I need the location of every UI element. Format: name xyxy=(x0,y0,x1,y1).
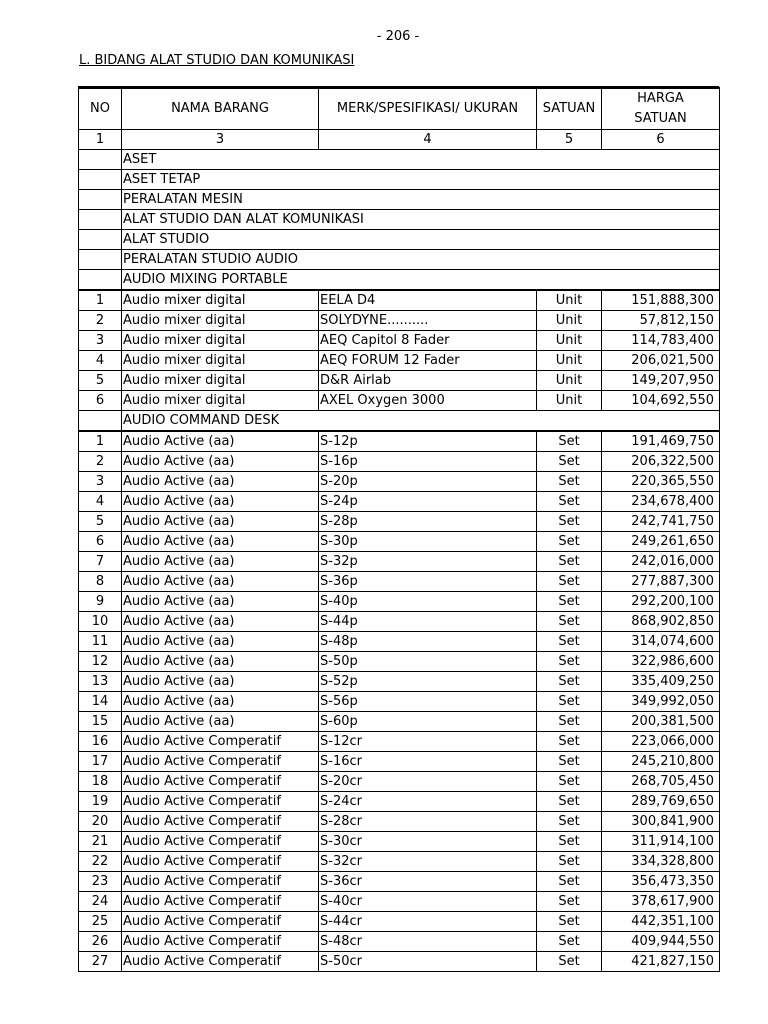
item-unit: Unit xyxy=(537,290,602,311)
item-spec: S-52p xyxy=(319,672,537,692)
column-number-row xyxy=(79,130,720,150)
item-price: 57,812,150 xyxy=(602,311,720,331)
table-row xyxy=(79,431,720,452)
item-spec: S-12p xyxy=(319,431,537,452)
item-name: Audio mixer digital xyxy=(122,351,319,371)
item-no: 16 xyxy=(79,732,122,752)
item-no: 2 xyxy=(79,452,122,472)
item-spec: AXEL Oxygen 3000 xyxy=(319,391,537,411)
item-name: Audio mixer digital xyxy=(122,391,319,411)
item-name: Audio Active (aa) xyxy=(122,692,319,712)
item-name: Audio Active (aa) xyxy=(122,452,319,472)
table-row xyxy=(79,351,720,371)
table-row xyxy=(79,331,720,351)
item-spec: S-44p xyxy=(319,612,537,632)
category-no-cell xyxy=(79,270,122,291)
item-name: Audio Active (aa) xyxy=(122,592,319,612)
item-spec: S-28p xyxy=(319,512,537,532)
item-name: Audio Active (aa) xyxy=(122,652,319,672)
table-row xyxy=(79,290,720,311)
item-price: 335,409,250 xyxy=(602,672,720,692)
item-spec: EELA D4 xyxy=(319,290,537,311)
table-row xyxy=(79,512,720,532)
item-spec: S-20cr xyxy=(319,772,537,792)
column-number: 4 xyxy=(319,130,537,150)
category-row xyxy=(79,270,720,291)
item-name: Audio Active Comperatif xyxy=(122,752,319,772)
item-price: 868,902,850 xyxy=(602,612,720,632)
item-price: 149,207,950 xyxy=(602,371,720,391)
category-label: ALAT STUDIO xyxy=(122,230,720,250)
category-no-cell xyxy=(79,190,122,210)
item-name: Audio Active (aa) xyxy=(122,492,319,512)
price-table xyxy=(78,87,720,972)
item-name: Audio Active (aa) xyxy=(122,572,319,592)
item-spec: S-40p xyxy=(319,592,537,612)
category-row xyxy=(79,411,720,432)
table-row xyxy=(79,311,720,331)
item-price: 114,783,400 xyxy=(602,331,720,351)
item-name: Audio Active (aa) xyxy=(122,632,319,652)
table-row xyxy=(79,812,720,832)
item-price: 151,888,300 xyxy=(602,290,720,311)
price-table-wrapper xyxy=(78,86,719,972)
item-no: 3 xyxy=(79,331,122,351)
item-spec: S-28cr xyxy=(319,812,537,832)
item-price: 300,841,900 xyxy=(602,812,720,832)
item-unit: Set xyxy=(537,732,602,752)
table-row xyxy=(79,652,720,672)
item-spec: S-36cr xyxy=(319,872,537,892)
category-row xyxy=(79,210,720,230)
item-name: Audio Active Comperatif xyxy=(122,952,319,972)
item-unit: Set xyxy=(537,572,602,592)
category-no-cell xyxy=(79,411,122,432)
item-price: 242,741,750 xyxy=(602,512,720,532)
category-row xyxy=(79,190,720,210)
item-spec: S-50p xyxy=(319,652,537,672)
item-no: 6 xyxy=(79,532,122,552)
item-name: Audio mixer digital xyxy=(122,290,319,311)
header-satuan: SATUAN xyxy=(537,88,602,130)
column-number: 1 xyxy=(79,130,122,150)
item-no: 22 xyxy=(79,852,122,872)
category-label: PERALATAN MESIN xyxy=(122,190,720,210)
table-row xyxy=(79,452,720,472)
item-no: 5 xyxy=(79,512,122,532)
item-no: 15 xyxy=(79,712,122,732)
item-spec: S-36p xyxy=(319,572,537,592)
table-row xyxy=(79,752,720,772)
table-row xyxy=(79,792,720,812)
item-no: 6 xyxy=(79,391,122,411)
category-label: PERALATAN STUDIO AUDIO xyxy=(122,250,720,270)
item-name: Audio Active Comperatif xyxy=(122,812,319,832)
item-unit: Set xyxy=(537,932,602,952)
item-no: 23 xyxy=(79,872,122,892)
item-unit: Set xyxy=(537,492,602,512)
table-row xyxy=(79,832,720,852)
item-no: 13 xyxy=(79,672,122,692)
item-price: 242,016,000 xyxy=(602,552,720,572)
item-unit: Set xyxy=(537,852,602,872)
table-row xyxy=(79,692,720,712)
item-name: Audio Active Comperatif xyxy=(122,932,319,952)
item-price: 356,473,350 xyxy=(602,872,720,892)
item-price: 378,617,900 xyxy=(602,892,720,912)
item-spec: S-24cr xyxy=(319,792,537,812)
table-row xyxy=(79,852,720,872)
item-price: 277,887,300 xyxy=(602,572,720,592)
item-unit: Unit xyxy=(537,391,602,411)
item-spec: S-16cr xyxy=(319,752,537,772)
item-name: Audio mixer digital xyxy=(122,331,319,351)
header-merk: MERK/SPESIFIKASI/ UKURAN xyxy=(319,88,537,130)
column-number: 6 xyxy=(602,130,720,150)
table-row xyxy=(79,932,720,952)
item-unit: Set xyxy=(537,752,602,772)
item-price: 206,322,500 xyxy=(602,452,720,472)
category-row xyxy=(79,150,720,170)
item-spec: S-50cr xyxy=(319,952,537,972)
item-spec: S-20p xyxy=(319,472,537,492)
category-label: ASET xyxy=(122,150,720,170)
item-price: 322,986,600 xyxy=(602,652,720,672)
item-spec: S-16p xyxy=(319,452,537,472)
item-unit: Set xyxy=(537,472,602,492)
item-spec: S-40cr xyxy=(319,892,537,912)
item-spec: AEQ Capitol 8 Fader xyxy=(319,331,537,351)
item-price: 200,381,500 xyxy=(602,712,720,732)
item-price: 311,914,100 xyxy=(602,832,720,852)
table-row xyxy=(79,532,720,552)
item-unit: Set xyxy=(537,772,602,792)
table-row xyxy=(79,612,720,632)
item-spec: S-48cr xyxy=(319,932,537,952)
item-name: Audio Active Comperatif xyxy=(122,792,319,812)
item-price: 245,210,800 xyxy=(602,752,720,772)
item-no: 4 xyxy=(79,492,122,512)
table-row xyxy=(79,472,720,492)
category-label: AUDIO MIXING PORTABLE xyxy=(122,270,720,291)
section-title: L. BIDANG ALAT STUDIO DAN KOMUNIKASI xyxy=(79,53,355,68)
item-no: 21 xyxy=(79,832,122,852)
item-spec: S-32cr xyxy=(319,852,537,872)
item-no: 9 xyxy=(79,592,122,612)
category-no-cell xyxy=(79,210,122,230)
item-price: 223,066,000 xyxy=(602,732,720,752)
table-row xyxy=(79,872,720,892)
item-spec: S-44cr xyxy=(319,912,537,932)
item-no: 19 xyxy=(79,792,122,812)
item-name: Audio mixer digital xyxy=(122,371,319,391)
table-row xyxy=(79,371,720,391)
item-unit: Unit xyxy=(537,371,602,391)
category-label: ASET TETAP xyxy=(122,170,720,190)
item-price: 206,021,500 xyxy=(602,351,720,371)
item-unit: Unit xyxy=(537,351,602,371)
item-spec: S-24p xyxy=(319,492,537,512)
item-name: Audio Active (aa) xyxy=(122,712,319,732)
item-no: 14 xyxy=(79,692,122,712)
item-spec: SOLYDYNE.......... xyxy=(319,311,537,331)
item-unit: Set xyxy=(537,452,602,472)
item-no: 26 xyxy=(79,932,122,952)
item-name: Audio Active Comperatif xyxy=(122,912,319,932)
item-spec: AEQ FORUM 12 Fader xyxy=(319,351,537,371)
item-spec: S-32p xyxy=(319,552,537,572)
item-spec: S-30cr xyxy=(319,832,537,852)
item-name: Audio Active Comperatif xyxy=(122,892,319,912)
item-price: 349,992,050 xyxy=(602,692,720,712)
item-no: 4 xyxy=(79,351,122,371)
item-price: 409,944,550 xyxy=(602,932,720,952)
item-spec: D&R Airlab xyxy=(319,371,537,391)
item-no: 8 xyxy=(79,572,122,592)
item-unit: Set xyxy=(537,672,602,692)
item-unit: Set xyxy=(537,592,602,612)
item-no: 1 xyxy=(79,431,122,452)
item-no: 7 xyxy=(79,552,122,572)
table-row xyxy=(79,672,720,692)
item-unit: Set xyxy=(537,512,602,532)
table-row xyxy=(79,552,720,572)
item-price: 289,769,650 xyxy=(602,792,720,812)
item-no: 3 xyxy=(79,472,122,492)
item-unit: Set xyxy=(537,912,602,932)
item-no: 12 xyxy=(79,652,122,672)
item-no: 5 xyxy=(79,371,122,391)
header-no: NO xyxy=(79,88,122,130)
header-harga-satuan: HARGA SATUAN xyxy=(602,88,720,130)
column-number: 3 xyxy=(122,130,319,150)
header-nama-barang: NAMA BARANG xyxy=(122,88,319,130)
item-price: 334,328,800 xyxy=(602,852,720,872)
item-no: 18 xyxy=(79,772,122,792)
table-row xyxy=(79,712,720,732)
item-unit: Set xyxy=(537,532,602,552)
item-no: 10 xyxy=(79,612,122,632)
item-unit: Set xyxy=(537,712,602,732)
category-row xyxy=(79,170,720,190)
item-spec: S-56p xyxy=(319,692,537,712)
table-row xyxy=(79,492,720,512)
item-price: 220,365,550 xyxy=(602,472,720,492)
item-spec: S-30p xyxy=(319,532,537,552)
item-name: Audio Active Comperatif xyxy=(122,852,319,872)
category-label: ALAT STUDIO DAN ALAT KOMUNIKASI xyxy=(122,210,720,230)
item-unit: Set xyxy=(537,832,602,852)
category-label: AUDIO COMMAND DESK xyxy=(122,411,720,432)
item-name: Audio Active (aa) xyxy=(122,512,319,532)
table-row xyxy=(79,732,720,752)
item-no: 1 xyxy=(79,290,122,311)
item-unit: Set xyxy=(537,952,602,972)
item-name: Audio Active Comperatif xyxy=(122,832,319,852)
category-no-cell xyxy=(79,230,122,250)
item-unit: Set xyxy=(537,892,602,912)
item-no: 17 xyxy=(79,752,122,772)
item-name: Audio Active (aa) xyxy=(122,612,319,632)
item-unit: Unit xyxy=(537,331,602,351)
item-price: 249,261,650 xyxy=(602,532,720,552)
table-header xyxy=(79,88,720,130)
table-row xyxy=(79,772,720,792)
item-name: Audio Active (aa) xyxy=(122,431,319,452)
table-row xyxy=(79,912,720,932)
item-unit: Set xyxy=(537,612,602,632)
item-price: 292,200,100 xyxy=(602,592,720,612)
category-no-cell xyxy=(79,250,122,270)
item-unit: Set xyxy=(537,812,602,832)
item-unit: Set xyxy=(537,431,602,452)
item-no: 24 xyxy=(79,892,122,912)
item-unit: Unit xyxy=(537,311,602,331)
item-name: Audio mixer digital xyxy=(122,311,319,331)
item-price: 191,469,750 xyxy=(602,431,720,452)
item-spec: S-60p xyxy=(319,712,537,732)
item-unit: Set xyxy=(537,652,602,672)
item-unit: Set xyxy=(537,632,602,652)
item-no: 2 xyxy=(79,311,122,331)
table-row xyxy=(79,572,720,592)
page-number: - 206 - xyxy=(376,29,420,44)
item-name: Audio Active Comperatif xyxy=(122,872,319,892)
item-unit: Set xyxy=(537,872,602,892)
item-no: 11 xyxy=(79,632,122,652)
category-no-cell xyxy=(79,170,122,190)
item-no: 20 xyxy=(79,812,122,832)
header-row xyxy=(79,88,720,130)
item-price: 234,678,400 xyxy=(602,492,720,512)
column-number: 5 xyxy=(537,130,602,150)
item-unit: Set xyxy=(537,792,602,812)
item-name: Audio Active (aa) xyxy=(122,672,319,692)
item-spec: S-12cr xyxy=(319,732,537,752)
item-price: 268,705,450 xyxy=(602,772,720,792)
category-row xyxy=(79,250,720,270)
table-body xyxy=(79,130,720,972)
item-name: Audio Active Comperatif xyxy=(122,732,319,752)
item-price: 104,692,550 xyxy=(602,391,720,411)
table-row xyxy=(79,952,720,972)
item-no: 25 xyxy=(79,912,122,932)
item-name: Audio Active (aa) xyxy=(122,532,319,552)
table-row xyxy=(79,892,720,912)
item-unit: Set xyxy=(537,552,602,572)
item-no: 27 xyxy=(79,952,122,972)
table-row xyxy=(79,632,720,652)
item-name: Audio Active (aa) xyxy=(122,472,319,492)
item-name: Audio Active Comperatif xyxy=(122,772,319,792)
table-row xyxy=(79,391,720,411)
item-unit: Set xyxy=(537,692,602,712)
item-price: 314,074,600 xyxy=(602,632,720,652)
item-price: 442,351,100 xyxy=(602,912,720,932)
item-name: Audio Active (aa) xyxy=(122,552,319,572)
item-price: 421,827,150 xyxy=(602,952,720,972)
item-spec: S-48p xyxy=(319,632,537,652)
table-row xyxy=(79,592,720,612)
category-no-cell xyxy=(79,150,122,170)
category-row xyxy=(79,230,720,250)
